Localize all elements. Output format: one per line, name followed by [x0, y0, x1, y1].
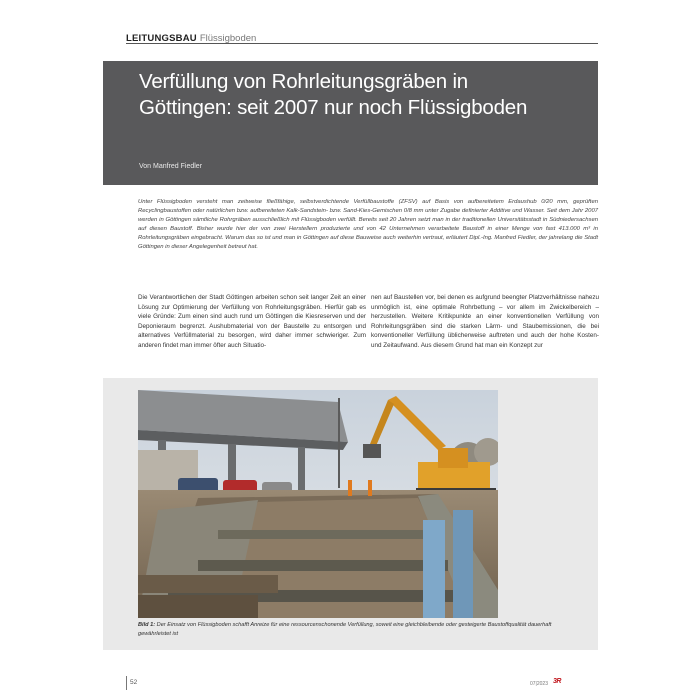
title-box: [103, 61, 598, 185]
body-column-left: Die Verantwortlichen der Stadt Göttingen arbeiten schon seit langer Zeit an einer Lösung zur Optimierung der Verfüllung von Rohrleitungsgräben. Hierfür gab es viele Gründe: Zum einen sind auch rund um Göttingen die Kiesreserven und der Deponieraum begrenzt. Aushubmaterial von der Baustelle zu entsorgen und alternatives Verfüllmaterial zu besorgen, wird daher immer schwieriger. Zum anderen findet man immer öfter auch Situatio-: [138, 294, 366, 349]
footer-divider: [126, 676, 127, 690]
figure-label: Bild 1:: [138, 622, 156, 628]
page-number: 52: [130, 679, 138, 686]
subsection-label: Flüssigboden: [199, 33, 257, 44]
issue-label: 07|2023: [530, 681, 548, 687]
article-lead: Unter Flüssigboden versteht man zeitweise fließfähige, selbstverdichtende Verfüllbaustoffe (ZFSV) auf Basis von aufbereitetem Erdaushub 0/20 mm, geprüften Recyclingbaustoffen oder natürlichen bzw. aufbereiteten Kalk-Sandstein- bzw. Sand-Kies-Gemischen 0/8 mm unter Zugabe definierter Additive und Wasser. Seit dem Jahr 2007 werden in Göttingen sämtliche Rohrgräben ausschließlich mit Flüssigboden verfüllt. Bereits seit 20 Jahren setzt man in der traditionellen Universitätsstadt in Südniedersachsen auf diesen Baustoff. Bisher wurde hier der von zwei Herstellern produzierte und von 42 Unternehmen verarbeitete Baustoff in einer Menge von fast 413.000 m³ in Rohrleitungsgräben eingebracht. Warum das so ist und man in Göttingen auf diese Bauweise auch weiterhin vertraut, erläutert Dipl.-Ing. Manfred Fiedler, der jahrelang die Stadt Göttingen in dieser Angelegenheit betreut hat.: [138, 199, 598, 251]
body-column-right: nen auf Baustellen vor, bei denen es aufgrund beengter Platzverhältnisse nahezu unmöglich ist, eine optimale Rohrbettung – vor allem im Zwickelbereich – herzustellen. Weitere Kritikpunkte an einer konventionellen Verfüllung von Rohrleitungsgräben sind die starken Lärm- und Staubemissionen, die bei konventioneller Verfüllung üblicherweise auftreten und auch der hohe Kosten- und Zeitaufwand. Aus diesem Grund hat man ein Konzept zur: [371, 294, 599, 349]
section-label: LEITUNGSBAU: [126, 33, 197, 44]
construction-site-illustration: [138, 390, 498, 618]
magazine-logo: 3R: [553, 678, 561, 685]
figure-caption-text: Der Einsatz von Flüssigboden schafft Anreize für eine ressourcenschonende Verfüllung, soweit eine gleichbleibende oder gesteigerte Baustoffqualität dauerhaft gewährleistet ist: [138, 622, 552, 637]
article-title: Verfüllung von Rohrleitungsgräben in Göttingen: seit 2007 nur noch Flüssigboden: [139, 70, 528, 119]
section-header: [126, 28, 598, 44]
article-author: Von Manfred Fiedler: [139, 163, 203, 170]
construction-site-photo: [138, 390, 498, 618]
figure: [103, 378, 598, 650]
figure-caption: [138, 621, 578, 639]
